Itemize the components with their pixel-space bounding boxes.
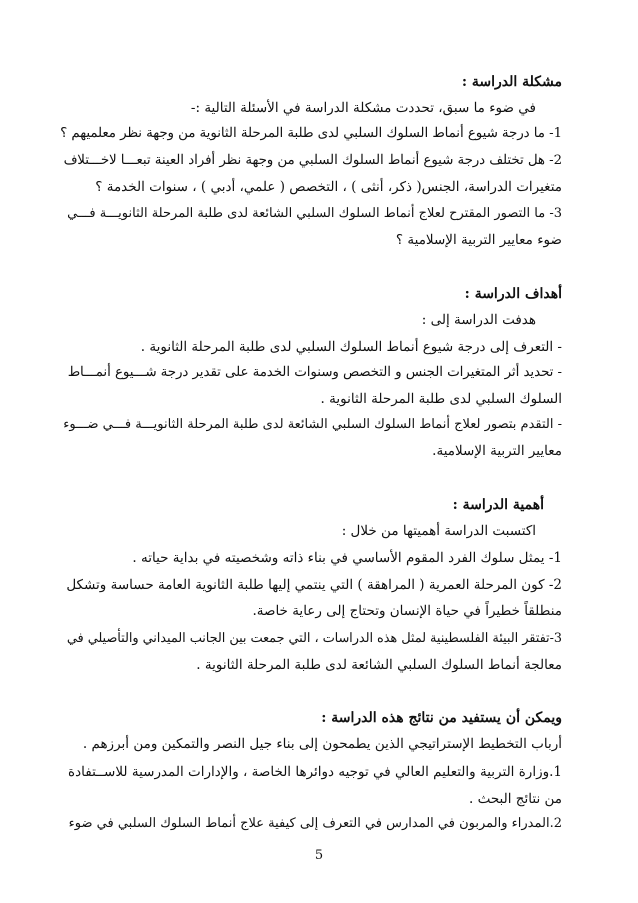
problem-question-2-line-1: 2- هل تختلف درجة شيوع أنماط السلوك السلبي من وجهة نظر أفراد العينة تبعـــا لاخـــتلاف <box>63 153 562 168</box>
problem-question-2-line-2: متغيرات الدراسة، الجنس( ذكر، أنثى ) ، التخصص ( علمي، أدبي ) ، سنوات الخدمة ؟ <box>95 179 562 195</box>
beneficiary-2-line-1: 2.المدراء والمربون في المدارس في التعرف إلى كيفية علاج أنماط السلوك السلبي في ضوء <box>68 816 562 831</box>
importance-1: 1- يمثل سلوك الفرد المقوم الأساسي في بناء ذاته وشخصيته في بداية حياته . <box>132 550 562 566</box>
importance-3-line-2: معالجة أنماط السلوك السلبي الشائعة لدى طلبة المرحلة الثانوية . <box>196 657 562 673</box>
beneficiary-1-line-1: 1.وزارة التربية والتعليم العالي في توجيه دوائرها الخاصة ، والإدارات المدرسية للاســتفادة <box>68 764 562 780</box>
beneficiary-1-line-2: من نتائج البحث . <box>469 791 562 807</box>
objective-3-line-2: معايير التربية الإسلامية. <box>432 443 562 459</box>
problem-question-1: 1- ما درجة شيوع أنماط السلوك السلبي لدى طلبة المرحلة الثانوية من وجهة نظر معلميهم ؟ <box>60 126 562 141</box>
problem-heading: مشكلة الدراسة : <box>461 74 562 90</box>
importance-2-line-2: منطلقاً خطيراً في حياة الإنسان وتحتاج إلى رعاية خاصة. <box>252 603 562 619</box>
objective-3-line-1: - التقدم بتصور لعلاج أنماط السلوك السلبي الشائعة لدى طلبة المرحلة الثانويـــة فـــي ضـــوء <box>63 417 562 432</box>
importance-2-line-1: 2- كون المرحلة العمرية ( المراهقة ) التي ينتمي إليها طلبة الثانوية العامة حساسة وتشكل <box>66 577 562 593</box>
beneficiaries-heading: ويمكن أن يستفيد من نتائج هذه الدراسة : <box>321 710 562 726</box>
importance-3-line-1: 3-تفتقر البيئة الفلسطينية لمثل هذه الدراسات ، التي جمعت بين الجانب الميداني والتأصيلي في <box>66 631 562 646</box>
objective-2-line-2: السلوك السلبي لدى طلبة المرحلة الثانوية . <box>320 391 562 407</box>
problem-intro: في ضوء ما سبق، تحددت مشكلة الدراسة في الأسئلة التالية :- <box>190 100 536 116</box>
objective-1: - التعرف إلى درجة شيوع أنماط السلوك السلبي لدى طلبة المرحلة الثانوية . <box>140 339 562 355</box>
importance-heading: أهمية الدراسة : <box>452 497 544 513</box>
objectives-heading: أهداف الدراسة : <box>464 286 562 302</box>
page-number: 5 <box>314 848 324 863</box>
problem-question-3-line-2: ضوء معايير التربية الإسلامية ؟ <box>395 232 562 248</box>
importance-intro: اكتسبت الدراسة أهميتها من خلال : <box>341 523 536 539</box>
objectives-intro: هدفت الدراسة إلى : <box>421 312 536 328</box>
problem-question-3-line-1: 3- ما التصور المقترح لعلاج أنماط السلوك السلبي الشائعة لدى طلبة المرحلة الثانويـــة فـــي <box>67 206 562 221</box>
objective-2-line-1: - تحديد أثر المتغيرات الجنس و التخصص وسنوات الخدمة على تقدير درجة شـــيوع أنمـــاط <box>67 365 562 380</box>
beneficiaries-intro: أرباب التخطيط الإستراتيجي الذين يطمحون إلى بناء جيل النصر والتمكين ومن أبرزهم . <box>82 736 562 752</box>
